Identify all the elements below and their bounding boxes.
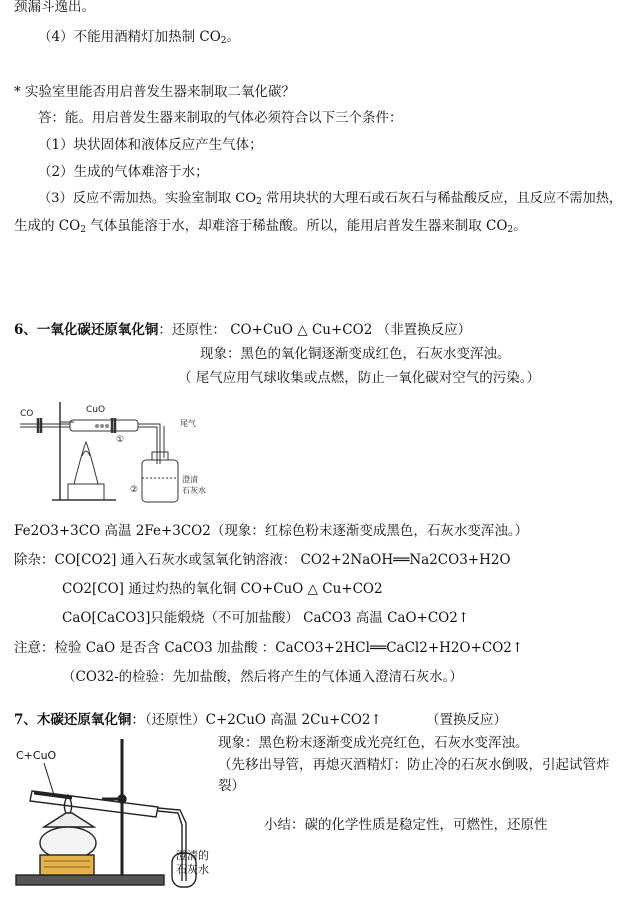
intro-line-2-text: （4）不能用酒精灯加热制 CO: [38, 29, 221, 45]
qipu-cond-1: （1）块状固体和液体反应产生气体；: [38, 137, 263, 153]
cao-test-note: 注意：检验 CaO 是否含 CaCO3 加盐酸 ：CaCO3+2HCl══CaCl2+H2O+CO2↑: [14, 640, 524, 656]
section-7-reaction-type: （置换反应）: [426, 712, 507, 728]
intro-line-2-end: 。: [226, 29, 241, 45]
qipu-cond-3-b: 常用块状的大理石或石灰石与稀盐酸反应，且反应不需加热，: [261, 191, 623, 206]
qipu-answer: 答：能。用启普发生器来制取的气体必须符合以下三个条件：: [38, 110, 403, 126]
impurity-removal-2: CO2[CO] 通过灼热的氧化铜 CO+CuO △ Cu+CO2: [62, 581, 383, 597]
section-6-title: 6、一氧化碳还原氧化铜: [14, 322, 159, 338]
label-co: CO: [20, 409, 34, 419]
qipu-cond-4-end: 。: [513, 218, 527, 234]
label-tail-gas: 尾气: [180, 419, 196, 428]
section-7-title: 7、木碳还原氧化铜: [14, 712, 132, 728]
impurity-removal-1: 除杂：CO[CO2] 通入石灰水或氢氧化钠溶液： CO2+2NaOH══Na2CO3+H2O: [14, 552, 511, 568]
carbon-reduction-apparatus-figure: [10, 735, 225, 895]
section-6-line: [14, 321, 471, 339]
qipu-cond-3: [38, 190, 622, 211]
label-lime-1: 澄清: [182, 475, 198, 484]
label-lime-water-1: 澄清的: [176, 849, 209, 862]
section-6-phenomenon: 现象：黑色的氧化铜逐渐变成红色，石灰水变浑浊。: [200, 346, 511, 362]
label-lime-2: 石灰水: [182, 486, 206, 495]
section-6-equation: ：还原性： CO+CuO △ Cu+CO2 （非置换反应）: [158, 322, 472, 338]
intro-line-2: [38, 28, 240, 50]
qipu-question: * 实验室里能否用启普发生器来制取二氧化碳？: [14, 84, 296, 100]
qipu-cond-4-sub-1: 2: [80, 225, 86, 235]
label-step-1: ①: [116, 435, 125, 445]
carbonate-test-note: （CO32-的检验：先加盐酸，然后将产生的气体通入澄清石灰水。）: [62, 669, 463, 685]
label-c-cuo: C+CuO: [16, 749, 57, 762]
qipu-cond-3-cont: [14, 217, 527, 239]
section-6-note: （ 尾气应用气球收集或点燃，防止一氧化碳对空气的污染。）: [178, 370, 541, 386]
impurity-removal-3: CaO[CaCO3]只能煅烧（不可加盐酸） CaCO3 高温 CaO+CO2↑: [62, 610, 470, 626]
section-7-note-2: 裂）: [218, 778, 245, 794]
qipu-cond-2: （2）生成的气体难溶于水；: [38, 164, 209, 180]
fe2o3-reaction: Fe2O3+3CO 高温 2Fe+3CO2（现象：红棕色粉末逐渐变成黑色，石灰水变浑浊。）: [14, 523, 529, 539]
qipu-cond-4-a: 生成的 CO: [14, 218, 81, 234]
qipu-cond-3-sub: 2: [256, 197, 262, 207]
co-reduction-apparatus-drawing: [12, 392, 232, 512]
section-7-equation: ：（还原性）C+2CuO 高温 2Cu+CO2↑: [131, 712, 382, 728]
intro-line-1: 颈漏斗逸出。: [14, 0, 95, 15]
qipu-cond-4-b: 气体虽能溶于水，却难溶于稀盐酸。所以，能用启普发生器来制取 CO: [85, 218, 508, 234]
label-lime-water-2: 石灰水: [176, 863, 209, 876]
section-7-summary: 小结：碳的化学性质是稳定性，可燃性，还原性: [264, 817, 548, 833]
qipu-cond-3-a: （3）反应不需加热。实验室制取 CO: [38, 191, 257, 206]
qipu-cond-4-sub-2: 2: [507, 225, 514, 235]
carbon-reduction-apparatus-drawing: [10, 735, 225, 895]
co-reduction-apparatus-figure: [12, 392, 232, 512]
section-7-line: [14, 711, 382, 729]
section-7-phenomenon: 现象：黑色粉末逐渐变成光亮红色，石灰水变浑浊。: [218, 735, 529, 751]
label-cuo: CuO: [86, 405, 106, 415]
intro-line-2-sub: 2: [220, 36, 227, 46]
label-step-2: ②: [130, 485, 139, 495]
section-7-note-1: （先移出导管，再熄灭酒精灯：防止冷的石灰水倒吸，引起试管炸: [218, 757, 610, 773]
